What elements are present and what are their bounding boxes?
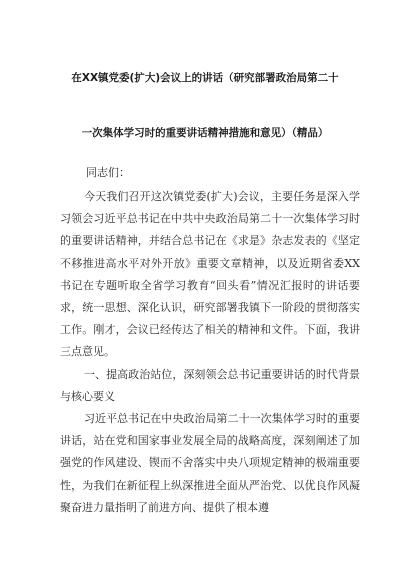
document-title-line-2: 一次集体学习时的重要讲话精神措施和意见）（精品） xyxy=(81,127,329,139)
paragraph-section-1: 习近平总书记在中央政治局第二十一次集体学习时的重要讲话，站在党和国家事业发展全局的战略高度，深刻阐述了加强党的作风建设、锲而不舍落实中央八项规定精神的极端重要性，为我们在新征程上纵深推进全面从严治党、以优良作风凝聚奋进力量指明了前进方向、提供了根本遵 xyxy=(60,412,360,514)
paragraph-opening: 今天我们召开这次镇党委(扩大)会议，主要任务是深入学习领会习近平总书记在中共中央政治局第二十一次集体学习时的重要讲话精神，并结合总书记在《求是》杂志发表的《坚定不移推进高水平对外开放》重要文章精神，以及近期省委XX书记在专题听取全省学习教育“回头看”情况汇报时的讲话要求，统一思想、深化认识，研究部署我镇下一阶段的贯彻落实工作。刚才，会议已经传达了相关的精神和文件。下面，我讲三点意见。 xyxy=(60,190,360,359)
section-heading-1: 一、提高政治站位，深刻领会总书记重要讲话的时代背景与核心要义 xyxy=(60,368,360,404)
greeting: 同志们： xyxy=(86,166,130,179)
document-title-line-1: 在XX镇党委(扩大)会议上的讲话（研究部署政治局第二十 xyxy=(71,72,339,84)
